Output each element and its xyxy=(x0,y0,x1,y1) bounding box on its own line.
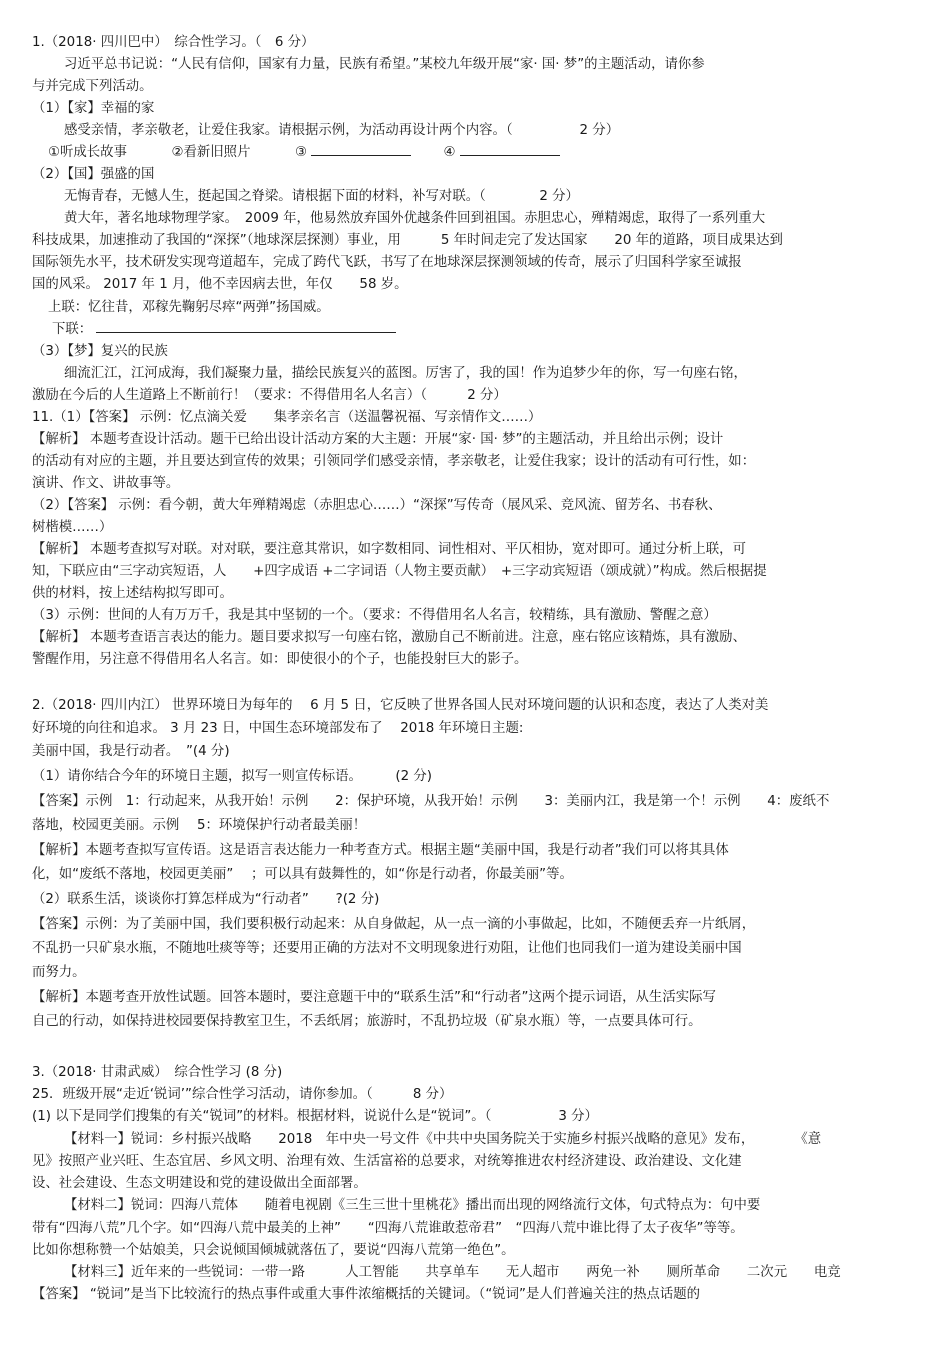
q1-explain-1b: 的活动有对应的主题，并且要达到宣传的效果；引领同学们感受亲情，孝亲敬老，让爱住我家；设计的活动有可行性，如： xyxy=(32,454,756,469)
q1-explain-1c: 演讲、作文、讲故事等。 xyxy=(32,476,180,491)
q3-material2-line2: 带有“四海八荒”几个字。如“四海八荒中最美的上神” “四海八荒谁敢惹帝君” “四海八荒中谁比得了太子夜华”等等。 xyxy=(32,1221,744,1236)
answer-blank-3 xyxy=(311,142,411,156)
q1-title: 1.（2018· 四川巴中） 综合性学习。（ 6 分） xyxy=(32,35,315,50)
q3-material1-line2: 见》按照产业兴旺、生态宜居、乡风文明、治理有效、生活富裕的总要求，对统筹推进农村经济建设、政治建设、文化建 xyxy=(32,1154,742,1169)
q3-material1-line1: 【材料一】锐词：乡村振兴战略 2018 年中央一号文件《中共中央国务院关于实施乡村振兴战略的意见》发布， 《意 xyxy=(64,1132,822,1147)
q3-title: 3.（2018· 甘肃武威） 综合性学习 (8 分) xyxy=(32,1065,283,1080)
q1-lower-label: 下联： xyxy=(52,322,93,337)
q3-material3: 【材料三】近年来的一些锐词：一带一路 人工智能 共享单车 无人超市 两免一补 厕所革命 二次元 电竞 xyxy=(64,1265,841,1280)
q2-sub1: （1）请你结合今年的环境日主题，拟写一则宣传标语。 (2 分) xyxy=(32,769,432,784)
q1-part3-heading: （3）【梦】复兴的民族 xyxy=(32,344,168,359)
q1-item-1: ①听成长故事 xyxy=(48,145,127,160)
q1-explain-2c: 供的材料，按上述结构拟写即可。 xyxy=(32,586,233,601)
q3-material1-line3: 设、社会建设、生态文明建设和党的建设做出全面部署。 xyxy=(32,1176,367,1191)
q1-part3-text1: 细流汇江，江河成海，我们凝聚力量，描绘民族复兴的蓝图。厉害了，我的国！作为追梦少年的你，写一句座右铭， xyxy=(64,366,747,381)
q3-material2-line3: 比如你想称赞一个姑娘美，只会说倾国倾城就落伍了，要说“四海八荒第一绝色”。 xyxy=(32,1243,515,1258)
q1-material-line1: 黄大年，著名地球物理学家。 2009 年，他易然放弃国外优越条件回到祖国。赤胆忠心，殚精竭虑，取得了一系列重大 xyxy=(64,211,766,226)
q1-intro-line2: 与并完成下列活动。 xyxy=(32,79,153,94)
q3-answer: 【答案】 “锐词”是当下比较流行的热点事件或重大事件浓缩概括的关键词。（“锐词”是人们普遍关注的热点话题的 xyxy=(32,1287,701,1302)
q2-answer-1b: 落地，校园更美丽。示例 5：环境保护行动者最美丽！ xyxy=(32,818,367,833)
q1-explain-3a: 【解析】 本题考查语言表达的能力。题目要求拟写一句座右铭，激励自己不断前进。注意，座右铭应该精炼，具有激励、 xyxy=(32,630,746,645)
q1-part2-text: 无悔青春，无憾人生，挺起国之脊梁。请根据下面的材料，补写对联。（ 2 分） xyxy=(64,189,579,204)
q3-item25: 25．班级开展“走近‘锐词’”综合性学习活动，请你参加。（ 8 分） xyxy=(32,1087,453,1102)
q1-upper-couplet: 上联：忆往昔，邓稼先鞠躬尽瘁“两弹”扬国威。 xyxy=(48,300,330,315)
q1-material-line4: 国的风采。 2017 年 1 月，他不幸因病去世，年仅 58 岁。 xyxy=(32,277,408,292)
q2-sub2: （2）联系生活，谈谈你打算怎样成为“行动者” ?(2 分) xyxy=(32,892,380,907)
q1-answer-2b: 树楷模……） xyxy=(32,520,113,535)
q1-part1-heading: （1）【家】幸福的家 xyxy=(32,101,155,116)
q2-answer-1a: 【答案】示例 1：行动起来，从我开始！示例 2：保护环境，从我开始！示例 3：美丽内江，我是第一个！示例 4：废纸不 xyxy=(32,794,830,809)
q1-item-3: ③ xyxy=(295,145,308,160)
q1-part1-items xyxy=(48,142,920,163)
q1-material-line2: 科技成果，加速推动了我国的“深探”（地球深层探测）事业，用 5 年时间走完了发达国家 20 年的道路，项目成果达到 xyxy=(32,233,783,248)
q2-answer-2a: 【答案】示例：为了美丽中国，我们要积极行动起来：从自身做起，从一点一滴的小事做起，比如，不随便丢弃一片纸屑， xyxy=(32,917,756,932)
q3-material2-line1: 【材料二】锐词：四海八荒体 随着电视剧《三生三世十里桃花》播出而出现的网络流行文体，句式特点为：句中要 xyxy=(64,1198,761,1213)
q2-explain-2b: 自己的行动，如保持进校园要保持教室卫生，不丢纸屑；旅游时，不乱扔垃圾（矿泉水瓶）等，一点要具体可行。 xyxy=(32,1014,702,1029)
q3-sub1: (1) 以下是同学们搜集的有关“锐词”的材料。根据材料，说说什么是“锐词”。（ 3 分） xyxy=(32,1109,598,1124)
q1-lower-couplet xyxy=(52,319,920,340)
q2-explain-1a: 【解析】本题考查拟写宣传语。这是语言表达能力一种考查方式。根据主题“美丽中国，我是行动者”我们可以将其具体 xyxy=(32,843,729,858)
q1-part2-heading: （2）【国】强盛的国 xyxy=(32,167,155,182)
answer-blank-4 xyxy=(460,142,560,156)
q2-answer-2b: 不乱扔一只矿泉水瓶，不随地吐痰等等；还要用正确的方法对不文明现象进行劝阻，让他们也同我们一道为建设美丽中国 xyxy=(32,941,742,956)
q1-explain-2a: 【解析】 本题考查拟写对联。对对联，要注意其常识，如字数相同、词性相对、平仄相协，宽对即可。通过分析上联，可 xyxy=(32,542,746,557)
q2-answer-2c: 而努力。 xyxy=(32,965,86,980)
q2-title-line3: 美丽中国，我是行动者。 ”(4 分) xyxy=(32,744,230,759)
q1-explain-2b: 知，下联应由“三字动宾短语，人 +四字成语 +二字词语（人物主要贡献） +三字动宾短语（颂成就）”构成。然后根据提 xyxy=(32,564,767,579)
q1-answer-1: 11.（1）【答案】 示例：忆点滴关爱 集孝亲名言（送温馨祝福、写亲情作文……） xyxy=(32,410,542,425)
q1-intro-line1: 习近平总书记说：“人民有信仰，国家有力量，民族有希望。”某校九年级开展“家· 国· 梦”的主题活动，请你参 xyxy=(64,57,705,72)
q2-explain-2a: 【解析】本题考查开放性试题。回答本题时，要注意题干中的“联系生活”和“行动者”这两个提示词语，从生活实际写 xyxy=(32,990,716,1005)
q2-title-line2: 好环境的向往和追求。 3 月 23 日，中国生态环境部发布了 2018 年环境日主题: xyxy=(32,721,524,736)
q1-answer-2a: （2）【答案】 示例：看今朝，黄大年殚精竭虑（赤胆忠心……）“深探”写传奇（展风采、竞风流、留芳名、书春秋、 xyxy=(32,498,722,513)
q2-title-line1: 2.（2018· 四川内江） 世界环境日为每年的 6 月 5 日，它反映了世界各国人民对环境问题的认识和态度，表达了人类对美 xyxy=(32,698,769,713)
q1-part3-text2: 激励在今后的人生道路上不断前行！（要求：不得借用名人名言）（ 2 分） xyxy=(32,388,507,403)
q1-explain-3b: 警醒作用，另注意不得借用名人名言。如：即使很小的个子，也能投射巨大的影子。 xyxy=(32,652,528,667)
q1-item-4: ④ xyxy=(443,145,456,160)
q1-answer-3: （3）示例：世间的人有万万千，我是其中坚韧的一个。（要求：不得借用名人名言，较精练，具有激励、警醒之意） xyxy=(32,608,717,623)
q1-part1-text: 感受亲情，孝亲敬老，让爱住我家。请根据示例，为活动再设计两个内容。（ 2 分） xyxy=(64,123,620,138)
q1-explain-1a: 【解析】 本题考查设计活动。题干已给出设计活动方案的大主题：开展“家· 国· 梦”的主题活动，并且给出示例；设计 xyxy=(32,432,724,447)
q2-explain-1b: 化，如“废纸不落地，校园更美丽” ；可以具有鼓舞性的，如“你是行动者，你最美丽”等。 xyxy=(32,867,573,882)
q1-material-line3: 国际领先水平，技术研发实现弯道超车，完成了跨代飞跃，书写了在地球深层探测领域的传奇，展示了归国科学家至诚报 xyxy=(32,255,742,270)
answer-blank-couplet xyxy=(96,319,396,333)
q1-item-2: ②看新旧照片 xyxy=(171,145,251,160)
